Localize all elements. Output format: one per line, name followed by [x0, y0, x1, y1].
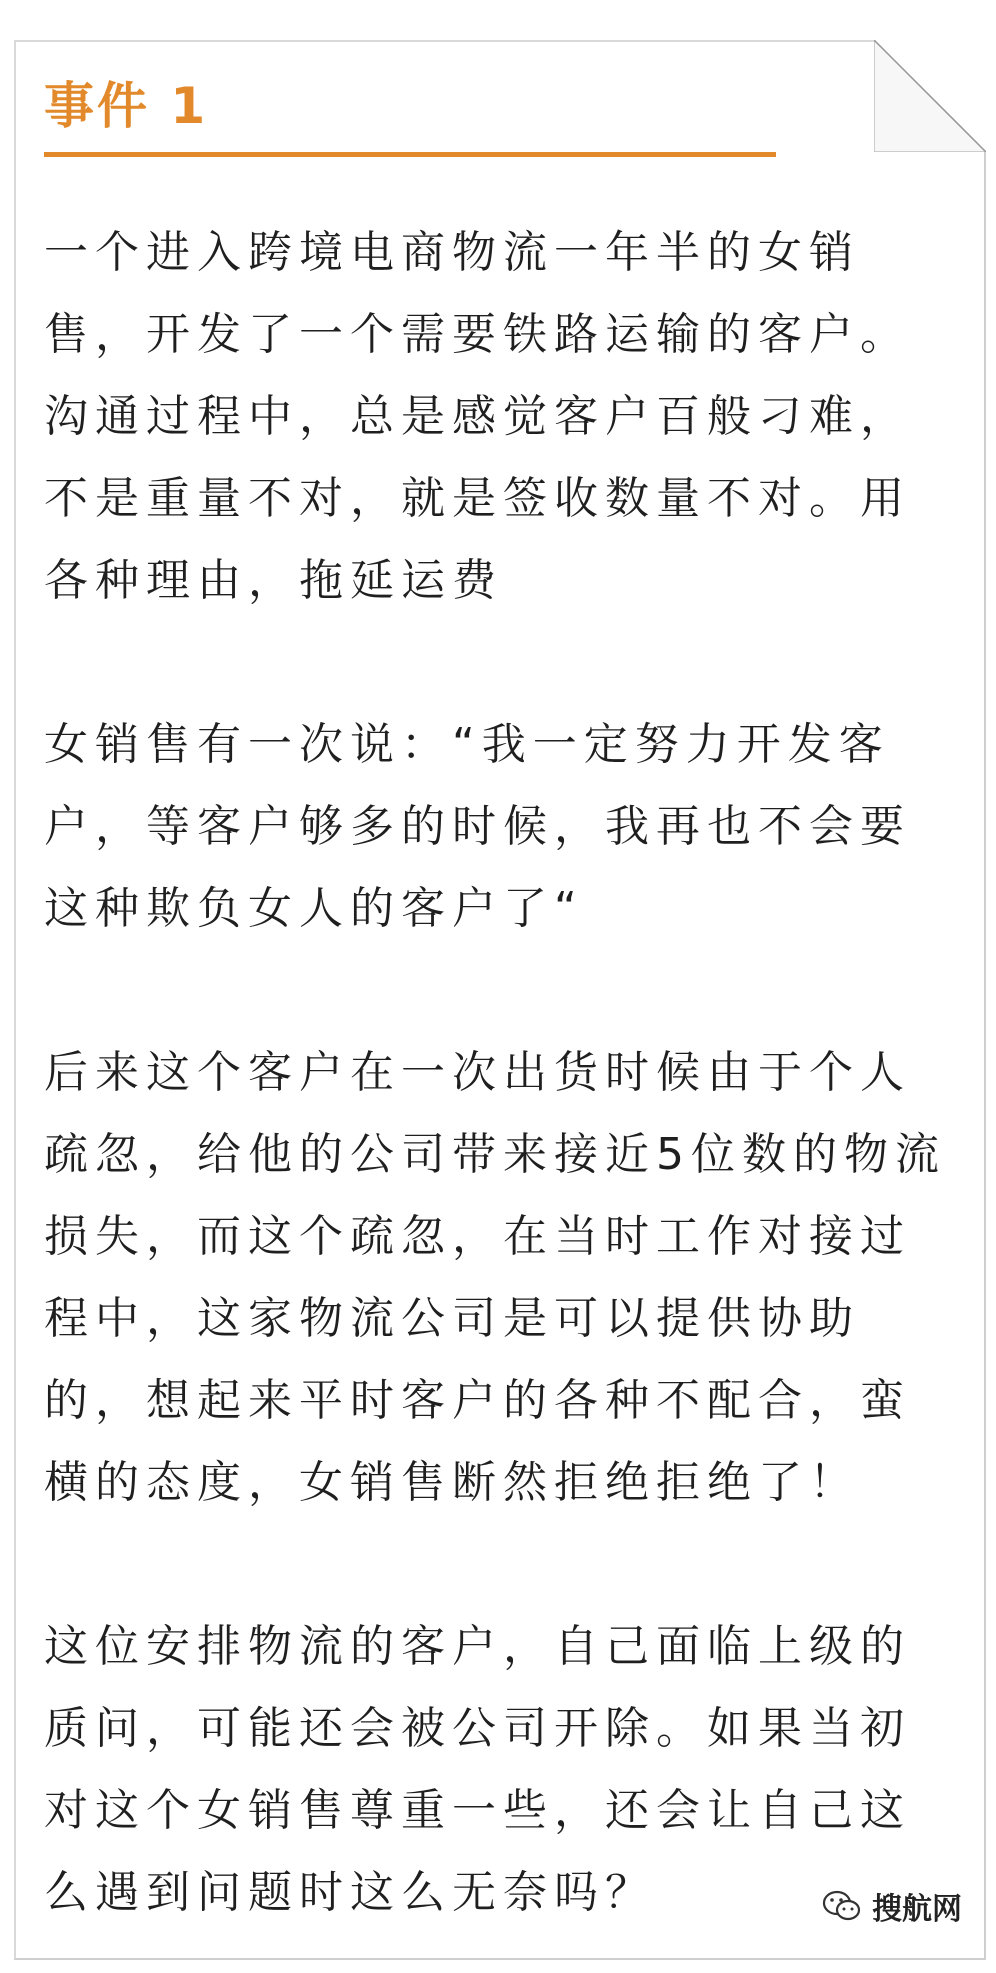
paragraph-2: 女销售有一次说：“我一定努力开发客户，等客户够多的时候，我再也不会要这种欺负女人的客户了“ — [44, 719, 911, 934]
paragraph-1: 一个进入跨境电商物流一年半的女销售，开发了一个需要铁路运输的客户。沟通过程中，总是感觉客户百般刁难，不是重量不对，就是签收数量不对。用各种理由，拖延运费 — [44, 227, 911, 606]
wechat-icon — [822, 1889, 862, 1923]
title-underline — [44, 152, 776, 157]
article-body — [44, 212, 956, 1934]
event-title: 事件 1 — [44, 77, 209, 135]
article-card — [14, 40, 986, 1960]
folded-corner-icon — [874, 40, 986, 152]
paragraph-4: 这位安排物流的客户，自己面临上级的质问，可能还会被公司开除。如果当初对这个女销售尊重一些，还会让自己这么遇到问题时这么无奈吗？ — [44, 1621, 911, 1918]
source-watermark — [822, 1884, 962, 1928]
paragraph-3: 后来这个客户在一次出货时候由于个人疏忽，给他的公司带来接近5位数的物流损失，而这个疏忽，在当时工作对接过程中，这家物流公司是可以提供协助的，想起来平时客户的各种不配合，蛮横的态度，女销售断然拒绝拒绝了！ — [44, 1047, 946, 1508]
watermark-text: 搜航网 — [872, 1892, 962, 1927]
